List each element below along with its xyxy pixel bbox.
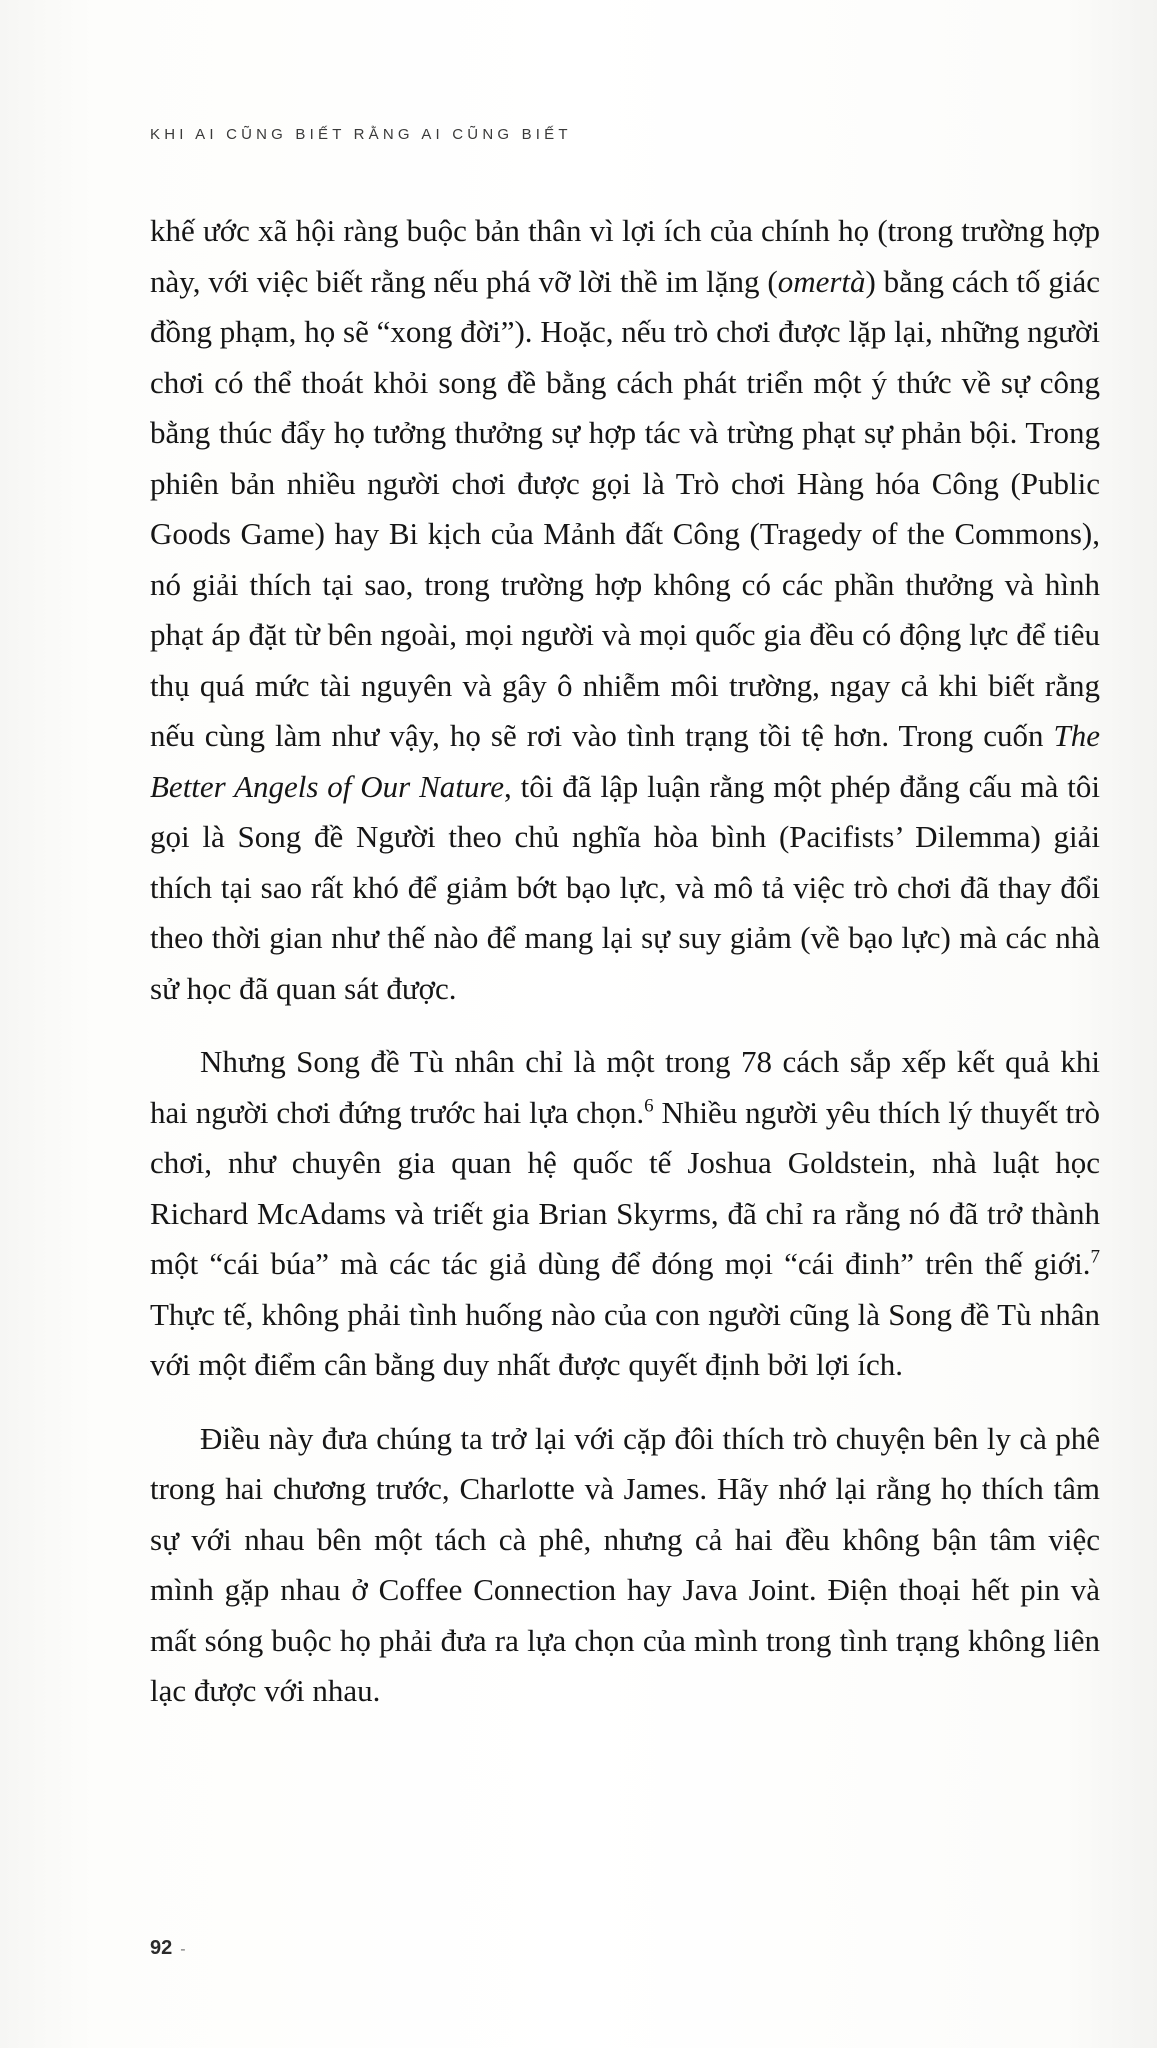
book-title: The Better Angels of Our Nature <box>150 718 1100 804</box>
paragraph-2 <box>150 1037 1100 1391</box>
footnote-ref-7: 7 <box>1090 1246 1100 1268</box>
paragraph-3 <box>150 1414 1100 1717</box>
text-segment: Nhưng Song đề Tù nhân chỉ là một trong 78 cách sắp xếp kết quả khi hai người chơi đứng trước hai lựa chọn. <box>150 1044 1100 1130</box>
running-head: KHI AI CŨNG BIẾT RẰNG AI CŨNG BIẾT <box>150 126 572 143</box>
italic-term-omerta: omertà <box>777 263 866 299</box>
text-segment: Nhiều người yêu thích lý thuyết trò chơi, như chuyên gia quan hệ quốc tế Joshua Goldstein, nhà luật học Richard McAdams và triết gia Brian Skyrms, đã chỉ ra rằng nó đã trở thành một “cái búa” mà các tác giả dùng để đóng mọi “cái đinh” trên thế giới. <box>150 1094 1100 1281</box>
body-text <box>150 206 1100 1717</box>
text-segment: Thực tế, không phải tình huống nào của con người cũng là Song đề Tù nhân với một điểm cân bằng duy nhất được quyết định bởi lợi ích. <box>150 1296 1100 1382</box>
page-number-value: 92 <box>150 1937 173 1959</box>
text-segment: khế ước xã hội ràng buộc bản thân vì lợi ích của chính họ (trong trường hợp này, với việc biết rằng nếu phá vỡ lời thề im lặng ( <box>150 213 1100 299</box>
footnote-ref-6: 6 <box>644 1095 654 1117</box>
paragraph-1 <box>150 206 1100 1014</box>
text-segment: , tôi đã lập luận rằng một phép đẳng cấu mà tôi gọi là Song đề Người theo chủ nghĩa hòa bình (Pacifists’ Dilemma) giải thích tại sao rất khó để giảm bớt bạo lực, và mô tả việc trò chơi đã thay đổi theo thời gian như thế nào để mang lại sự suy giảm (về bạo lực) mà các nhà sử học đã quan sát được. <box>150 768 1100 1006</box>
page-number-separator: - <box>180 1941 186 1958</box>
text-segment: ) bằng cách tố giác đồng phạm, họ sẽ “xong đời”). Hoặc, nếu trò chơi được lặp lại, những người chơi có thể thoát khỏi song đề bằng cách phát triển một ý thức về sự công bằng thúc đẩy họ tưởng thưởng sự hợp tác và trừng phạt sự phản bội. Trong phiên bản nhiều người chơi được gọi là Trò chơi Hàng hóa Công (Public Goods Game) hay Bi kịch của Mảnh đất Công (Tragedy of the Commons), nó giải thích tại sao, trong trường hợp không có các phần thưởng và hình phạt áp đặt từ bên ngoài, mọi người và mọi quốc gia đều có động lực để tiêu thụ quá mức tài nguyên và gây ô nhiễm môi trường, ngay cả khi biết rằng nếu cùng làm như vậy, họ sẽ rơi vào tình trạng tồi tệ hơn. Trong cuốn <box>150 263 1101 753</box>
text-segment: Điều này đưa chúng ta trở lại với cặp đôi thích trò chuyện bên ly cà phê trong hai chương trước, Charlotte và James. Hãy nhớ lại rằng họ thích tâm sự với nhau bên một tách cà phê, nhưng cả hai đều không bận tâm việc mình gặp nhau ở Coffee Connection hay Java Joint. Điện thoại hết pin và mất sóng buộc họ phải đưa ra lựa chọn của mình trong tình trạng không liên lạc được với nhau. <box>150 1420 1100 1708</box>
page-number <box>150 1937 186 1960</box>
